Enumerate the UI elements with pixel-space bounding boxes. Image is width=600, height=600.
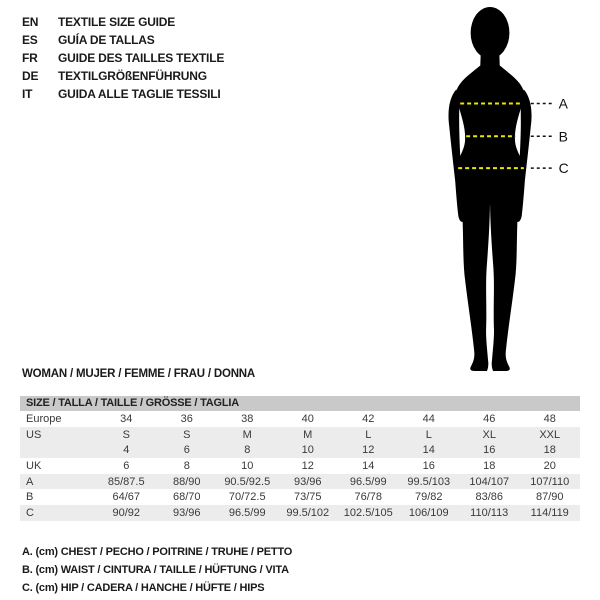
- cell: 99.5/103: [407, 475, 451, 488]
- lang-code: EN: [22, 15, 39, 29]
- cell: 93/96: [293, 475, 322, 488]
- table-row-hip-c: [20, 505, 580, 521]
- cell: 6: [123, 459, 130, 472]
- table-row-europe: [20, 411, 580, 427]
- cell: 87/90: [535, 491, 564, 504]
- cell: 93/96: [172, 506, 201, 519]
- measurement-figure: [398, 2, 590, 380]
- row-label: A: [26, 475, 34, 488]
- lang-title: TEXTILE SIZE GUIDE: [58, 15, 176, 29]
- row-label: B: [26, 491, 34, 504]
- cell: S: [122, 428, 130, 441]
- table-row-us-numeric: [20, 442, 580, 458]
- row-label: C: [26, 506, 34, 519]
- cell: 38: [241, 412, 254, 425]
- size-table: [20, 396, 580, 521]
- measurement-legend: [22, 543, 292, 597]
- cell: 96.5/99: [349, 475, 387, 488]
- cell: 90.5/92.5: [224, 475, 271, 488]
- table-row-uk: [20, 458, 580, 474]
- lang-title: GUÍA DE TALLAS: [58, 33, 155, 47]
- lang-code: FR: [22, 51, 38, 65]
- cell: XL: [482, 428, 496, 441]
- cell: 12: [301, 459, 314, 472]
- cell: 8: [244, 444, 251, 457]
- cell: 73/75: [293, 491, 322, 504]
- cell: 14: [362, 459, 375, 472]
- marker-label-a: A: [558, 95, 568, 112]
- cell: 4: [123, 444, 130, 457]
- cell: 8: [183, 459, 190, 472]
- cell: 70/72.5: [228, 491, 266, 504]
- cell: S: [183, 428, 191, 441]
- legend-hip: C. (cm) HIP / CADERA / HANCHE / HÜFTE / HIPS: [22, 582, 265, 594]
- table-row-waist-b: [20, 489, 580, 505]
- cell: 18: [483, 459, 496, 472]
- cell: L: [365, 428, 372, 441]
- cell: 106/109: [408, 506, 449, 519]
- lang-row-it: [22, 85, 224, 103]
- row-label: Europe: [26, 412, 62, 425]
- legend-waist: B. (cm) WAIST / CINTURA / TAILLE / HÜFTUNG / VITA: [22, 564, 289, 576]
- cell: 16: [483, 444, 496, 457]
- cell: 48: [543, 412, 556, 425]
- row-label: UK: [26, 459, 42, 472]
- cell: M: [242, 428, 252, 441]
- language-title-list: [22, 13, 224, 103]
- lang-row-es: [22, 31, 224, 49]
- legend-chest: A. (cm) CHEST / PECHO / POITRINE / TRUHE / PETTO: [22, 546, 293, 558]
- woman-silhouette: [449, 7, 532, 371]
- cell: 46: [483, 412, 496, 425]
- cell: 34: [120, 412, 133, 425]
- cell: 90/92: [112, 506, 141, 519]
- cell: 85/87.5: [107, 475, 145, 488]
- cell: 76/78: [354, 491, 383, 504]
- table-row-us: [20, 427, 580, 443]
- cell: 110/113: [470, 506, 509, 519]
- lang-title: GUIDA ALLE TAGLIE TESSILI: [58, 87, 221, 101]
- cell: 114/119: [530, 506, 569, 519]
- cell: 96.5/99: [228, 506, 266, 519]
- cell: 107/110: [530, 475, 570, 488]
- cell: 102.5/105: [343, 506, 393, 519]
- cell: 20: [543, 459, 556, 472]
- cell: 104/107: [469, 475, 510, 488]
- cell: 83/86: [475, 491, 504, 504]
- cell: 99.5/102: [286, 506, 330, 519]
- cell: 12: [362, 444, 375, 457]
- woman-silhouette-svg: [398, 2, 590, 380]
- lang-row-de: [22, 67, 224, 85]
- cell: M: [303, 428, 313, 441]
- table-caption-woman: WOMAN / MUJER / FEMME / FRAU / DONNA: [22, 368, 256, 380]
- cell: 10: [301, 444, 314, 457]
- cell: 68/70: [172, 491, 201, 504]
- cell: 88/90: [172, 475, 201, 488]
- cell: 16: [422, 459, 435, 472]
- cell: 64/67: [112, 491, 141, 504]
- cell: 44: [422, 412, 435, 425]
- size-table-header: SIZE / TALLA / TAILLE / GRÖSSE / TAGLIA: [20, 396, 580, 411]
- lang-row-en: [22, 13, 224, 31]
- lang-code: IT: [22, 87, 33, 101]
- lang-code: DE: [22, 69, 39, 83]
- cell: 6: [183, 444, 190, 457]
- marker-label-b: B: [558, 128, 568, 145]
- cell: L: [425, 428, 432, 441]
- row-label: US: [26, 428, 42, 441]
- marker-label-c: C: [558, 160, 569, 177]
- cell: 79/82: [414, 491, 443, 504]
- cell: 10: [241, 459, 254, 472]
- cell: 36: [180, 412, 193, 425]
- table-row-chest-a: [20, 474, 580, 490]
- cell: 14: [422, 444, 435, 457]
- cell: 42: [362, 412, 375, 425]
- cell: XXL: [539, 428, 561, 441]
- cell: 18: [543, 444, 556, 457]
- lang-title: TEXTILGRÖßENFÜHRUNG: [58, 69, 207, 83]
- cell: 40: [301, 412, 314, 425]
- lang-row-fr: [22, 49, 224, 67]
- lang-title: GUIDE DES TAILLES TEXTILE: [58, 51, 225, 65]
- lang-code: ES: [22, 33, 38, 47]
